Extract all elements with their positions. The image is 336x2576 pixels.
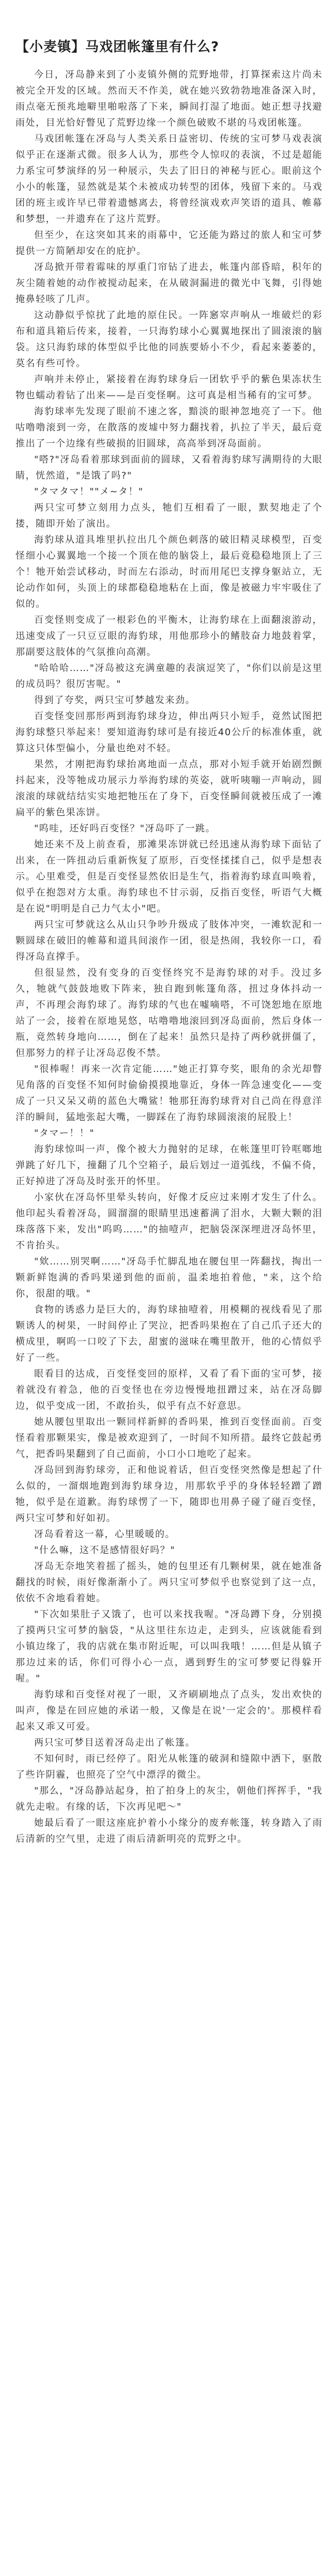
- story-paragraph: 两只宝可梦立刻用力点头，牠们互相看了一眼，默契地走了个搂，随即开始了演出。: [16, 502, 323, 529]
- story-paragraph: 百变怪则变成了一根彩色的平衡木，让海豹球在上面翻滚游动，迅速变成了一只豆豆眼的海豹球，用他那珍小的鳍肢奋力地鼓着掌，那副要这肢体的气氛推向高潮。: [16, 615, 323, 658]
- story-paragraph: "欸……别哭啊……"冴岛手忙脚乱地在腰包里一阵翻找，掏出一颗新鲜饱满的香吗果递到他的面前，温柔地拍着他，"来，这个给你，很甜的哦。": [16, 1256, 323, 1299]
- story-paragraph: 但至少，在这突如其来的雨幕中，它还能为路过的旅人和宝可梦提供一方简陋却安在的庇护。: [16, 230, 323, 257]
- story-paragraph: "タマー！！": [34, 1128, 95, 1139]
- story-paragraph: 海豹球率先发现了眼前不速之客，黯淡的眼神忽地亮了一下。他咕噜噜滚到一旁，在散落的废墟中努力翻找着，扒拉了半天，最后竟推出了一个边缘有些破损的旧圆球，高高举到冴岛面前。: [16, 406, 323, 449]
- story-paragraph: 海豹球惊叫一声，像个被大力抛射的足球，在帐篷里叮铃哐啷地弹跳了好几下，撞翻了几个空箱子，最后划过一道弧线，不偏不倚，正好掉进了冴岛及时张开的怀里。: [16, 1144, 323, 1187]
- story-paragraph: 果然，才刚把海豹球抬离地面一点点，那对小短手就开始剧烈颤抖起来，没等牠成功展示力举海豹球的英姿，就听咦嘣一声响动，圆滚滚的球就结结实实地把牠压在了身下，百变怪瞬间就被压成了一滩扁平的紫色果冻饼。: [16, 759, 323, 818]
- story-paragraph: 冴岛无奈地笑着摇了摇头，她的包里还有几颗树果，就在她准备翻找的时候，雨好像渐渐小了。两只宝可梦似乎也察觉到了这一点，依依不舍地看着她。: [16, 1561, 323, 1604]
- story-paragraph: 冴岛回到海豹球旁，正和他说着话，但百变怪突然像是想起了什么似的，一溜烟地跑到海豹球身边，用那软乎乎的身体轻轻蹭了蹭牠，似乎是在道歉。海豹球愣了一下，随即也用鼻子碰了碰百变怪，两只宝可梦和好如初。: [16, 1465, 323, 1524]
- story-paragraph: 两只宝可梦目送着冴岛走出了帐篷。: [34, 1737, 195, 1748]
- story-paragraph: 不知何时，雨已经停了。阳光从帐篷的破洞和缝隙中洒下，驱散了些许阴霾，也照亮了空气中漂浮的微尘。: [16, 1753, 323, 1780]
- story-paragraph: 今日，冴岛静来到了小麦镇外侧的荒野地带，打算探索这片尚未被完全开发的区域。然而天不作美，就在她兴致勃勃地准备深入时，雨点毫无预兆地噼里啪啦落了下来，瞬间打湿了地面。她正想寻找避雨处，目光恰好瞥见了荒野边缘一个颜色破败不堪的马戏团帐篷。: [16, 69, 323, 128]
- story-paragraph: 她最后看了一眼这座庇护着小小缘分的废弃帐篷，转身踏入了雨后清新的空气里，走进了雨后清新明亮的荒野之中。: [16, 1818, 323, 1844]
- story-paragraph: "那么，"冴岛静站起身，拍了拍身上的灰尘，朝他们挥挥手，"我就先走啦。有缘的话，下次再见吧～": [16, 1785, 323, 1812]
- story-paragraph: "很棒喔！再来一次肯定能……"她正打算夸奖，眼角的余光却瞥见角落的百变怪不知何时偷偷摸摸地靠近，身体一阵急速变化——变成了一只又呆又萌的蓝色大嘴鲨！牠那狂海豹球背对自己尚在得意洋洋的瞬间，猛地张起大嘴，一脚踩在了海豹球圆滚滚的屁股上！: [16, 1064, 323, 1123]
- story-paragraph: 她还来不及上前查看，那滩果冻饼就已经迅速从海豹球下面钻了出来，在一阵扭动后重新恢复了原形，百变怪揉揉自己，似乎是想表示。心里难受，但是百变怪显然依旧是生气，指着海豹球直叫唤着，似乎在抱怨对方太重。海豹球也不甘示弱，反指百变怪，听语气大概是在说"明明是自己力气太小"吧。: [16, 839, 323, 914]
- story-paragraph: 两只宝可梦就这么从山只争吵升级成了肢体冲突，一滩软泥和一颗圆球在破旧的帷幕和道具间滚作一团，很是热闹，我较你一口，看得冴岛直撑手。: [16, 919, 323, 962]
- story-paragraph: "什么嘛，这不是感情很好吗？": [34, 1545, 176, 1556]
- story-paragraph: 食物的诱惑力是巨大的，海豹球抽噎着，用模糊的视线看见了那颗诱人的树果，一时间停止了哭泣，把香吗果抱在了自己爪子还大的横成里，啊呜一口咬了下去，甜蜜的滋味在嘴里散开，他的心情似乎好了一些。: [16, 1304, 323, 1363]
- story-paragraph: "呜哇，还好吗百变怪？"冴岛吓了一跳。: [34, 823, 216, 834]
- story-paragraph: 但很显然，没有变身的百变怪终究不是海豹球的对手。没过多久，牠就气鼓鼓地败下阵来，独自跑到帐篷角落，扭过身体抖动一声，不再理会海豹球了。海豹球的气也在嘘嘀嗒，不可饶恕地在原地站了一会，接着在原地晃悠，咕噜噜地滚回到冴岛面前，然后身体一瓶，竟然转身地向……，倒在了起来！虽然只是持了两秒就拼僵了，但那努力的样子让冴岛忍俊不禁。: [16, 967, 323, 1059]
- story-paragraph: 冴岛掀开带着霉味的厚重门帘钻了进去，帐篷内部昏暗，积年的灰尘随着她的动作被搅动起来，在从破洞漏进的微光中飞舞，引得她掩鼻轻咳了几声。: [16, 262, 323, 305]
- story-paragraph: "タマタマ！""メ~タ！": [34, 486, 144, 497]
- story-paragraph: 海豹球从道具堆里扒拉出几个颜色刺落的破旧精灵球模型，百变怪细小心翼翼地一个接一个顶在他的脑袋上，最后竟稳稳地顶上了三个！牠开始尝试移动，时而左右添动，时而用尾巴支撑身躯站立，无论动作如何，头顶上的球都稳稳地粘在上面，像是被磁力牢牢吸住了似的。: [16, 534, 323, 609]
- story-paragraph: 小家伙在冴岛怀里晕头转向，好像才反应过来刚才发生了什么。他印起头看着冴岛，圆溜溜的眼睛里迅速蓄满了泪水，大颗大颗的泪珠落落下来，发出"呜呜……"的抽噎声，把脑袋深深埋进冴岛怀里，不肯抬头。: [16, 1192, 323, 1251]
- story-paragraph: 眼看目的达成，百变怪变回的原样，又看了看下面的宝可梦，接着就没有着急，他的百变怪也在旁边慢慢地扭蹭过来，站在冴岛脚边，似乎变成一团，不敢抬头，似乎有点不好意思。: [16, 1368, 323, 1411]
- story-body: [16, 67, 323, 1847]
- story-paragraph: 冴岛看着这一幕，心里暖暖的。: [34, 1529, 175, 1540]
- document-title: 【小麦镇】马戏团帐篷里有什么?: [16, 39, 220, 55]
- story-paragraph: 百变怪变回那形两到海豹球身边，伸出两只小短手，竟然试图把海豹球整只举起来！要知道海豹球可是有接近40公斤的标准体重，就算这只体型偏小，分量也绝对不轻。: [16, 711, 323, 754]
- story-paragraph: 马戏团帐篷在冴岛与人类关系日益密切、传统的宝可梦马戏表演似乎正在逐渐式微。很多人认为，那些令人惊叹的表演，不过是超能力系宝可梦演绎的另一种展示，失去了旧日的神秘与匠心。眼前这个小小的帐篷，显然就是某个未被成功转型的团体，残留下来的。马戏团的班主或许早已带着遗憾离去，将曾经演戏欢声笑语的道具、帷幕和梦想，一并遗弃在了这片荒野。: [16, 133, 323, 225]
- story-paragraph: 她从腰包里取出一颗同样新鲜的香吗果，推到百变怪面前。百变怪看着那颗果实，像是被欢迎到了，一时间不知所措。最终它鼓起勇气，把香吗果翻到了自己面前，小口小口地吃了起来。: [16, 1417, 323, 1460]
- story-paragraph: "嗒?"冴岛看着那球到面前的圆球，又看着海豹球写满期待的大眼睛，恍然道，"是饿了吗?": [16, 454, 323, 481]
- story-paragraph: 声响并未停止，紧接着在海豹球身后一团软乎乎的紫色果冻状生物也蠕动着钻了出来——是百变怪啊。这可真是相当稀有的宝可梦。: [16, 374, 323, 401]
- story-paragraph: "哈哈哈……"冴岛被这充满童趣的表演逗笑了，"你们以前是这里的成员吗？很厉害呢。": [16, 663, 323, 690]
- story-paragraph: 得到了夸奖，两只宝可梦越发来劲。: [34, 695, 195, 706]
- story-paragraph: 这动静似乎惊扰了此地的原住民。一阵窸窣声响从一堆破烂的彩布和道具箱后传来，接着，一只海豹球小心翼翼地探出了圆滚滚的脑袋。这只海豹球的体型似乎比他的同族要娇小不少，看起来萎萎的，莫名有些可怜。: [16, 310, 323, 369]
- story-paragraph: "下次如果肚子又饿了，也可以来找我喔。"冴岛蹲下身，分别摸了摸两只宝可梦的脑袋，"从这里往东边走，走到头，应该就能看到小镇边缘了，我的店就在集市附近呢，可以叫我哦！……但是从镇子那边过来的话，你们可得小心一点，遇到野生的宝可梦要记得躲开喔。": [16, 1609, 323, 1684]
- story-paragraph: 海豹球和百变怪对视了一眼，又齐刷刷地点了点头，发出欢快的叫声，像是在回应她的承诺一般，又像是在说'一定会的'。那模样看起来又乖又可爱。: [16, 1689, 323, 1732]
